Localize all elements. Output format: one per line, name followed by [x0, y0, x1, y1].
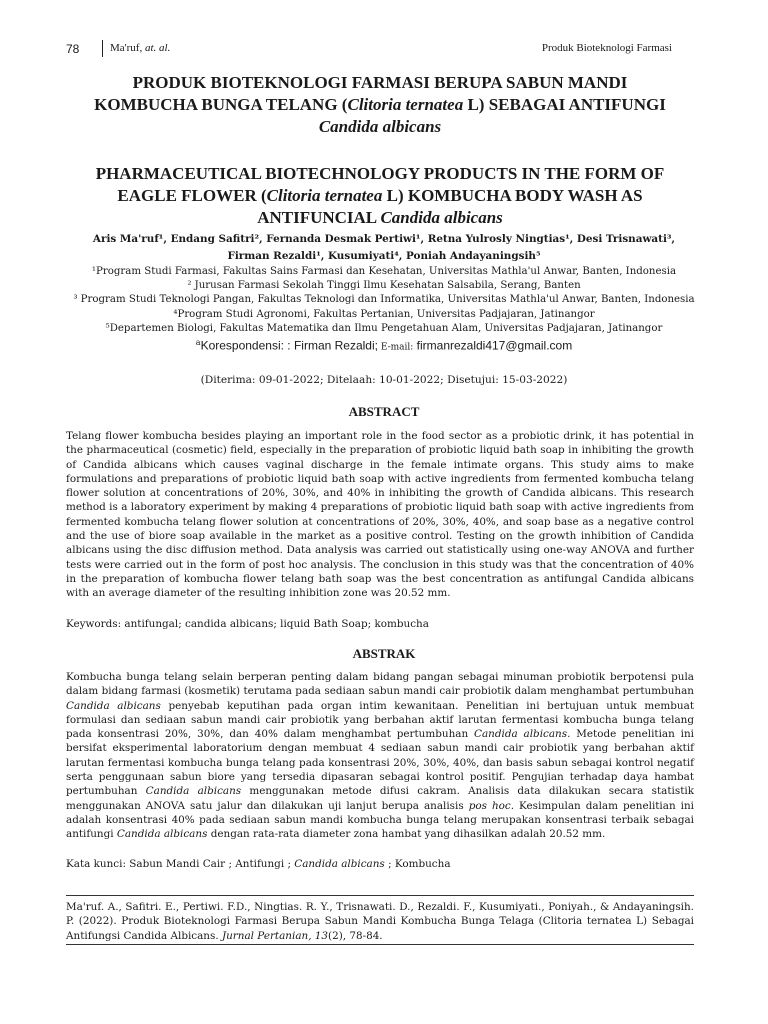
- citation: Ma'ruf. A., Safitri. E., Pertiwi. F.D., Ningtias. R. Y., Trisnawati. D., Rezaldi. F., Kusumiyati., Poniyah., & Andayaningsih. P. (2022). Produk Bioteknologi Farmasi Berupa Sabun Mandi Kombucha Bunga Telaga (Clitoria ternatea L) Sebagai Antifungsi Candida Albicans. Jurnal Pertanian, 13(2), 78-84.: [66, 901, 694, 942]
- keywords-indonesian: Kata kunci: Sabun Mandi Cair ; Antifungi ; Candida albicans ; Kombucha: [66, 858, 451, 870]
- running-header: [66, 42, 672, 58]
- keywords-english: Keywords: antifungal; candida albicans; liquid Bath Soap; kombucha: [66, 618, 429, 630]
- affiliation-5: ⁵Departemen Biologi, Fakultas Matematika dan Ilmu Pengetahuan Alam, Universitas Padjajaran, Jatinangor: [105, 322, 663, 334]
- email-link[interactable]: firmanrezaldi417@gmail.com: [413, 338, 573, 353]
- citation-top-rule: [66, 895, 694, 896]
- affiliation-2: ² Jurusan Farmasi Sekolah Tinggi Ilmu Kesehatan Salsabila, Serang, Banten: [187, 280, 581, 292]
- abstrak-heading: ABSTRAK: [352, 646, 416, 661]
- correspondence: $^a$Korespondensi: : Firman Rezaldi; E-mail: firmanrezaldi417@gmail.com: [195, 338, 573, 353]
- title-english: PHARMACEUTICAL BIOTECHNOLOGY PRODUCTS IN THE FORM OF EAGLE FLOWER (Clitoria ternatea L) KOMBUCHA BODY WASH AS ANTIFUNCIAL Candida albicans: [95, 164, 665, 227]
- affiliations: [66, 265, 702, 355]
- abstract-heading: ABSTRACT: [348, 404, 420, 419]
- header-author: Ma'ruf, at. al.: [110, 42, 171, 54]
- abstrak-text: Kombucha bunga telang selain berperan penting dalam bidang pangan sebagai minuman probiotik berpotensi pula dalam bidang farmasi (kosmetik) terutama pada sediaan sabun mandi cair probiotik dalam menghambat pertumbuhan Candida albicans penyebab keputihan pada organ intim kewanitaan. Penelitian ini bertujuan untuk membuat formulasi dan sediaan sabun mandi cair probiotik yang berbahan aktif larutan fermentasi kombucha bunga telang pada konsentrasi 20%, 30%, dan 40% dalam menghambat pertumbuhan Candida albicans. Metode penelitian ini bersifat eksperimental laboratorium dengan membuat 4 sediaan sabun mandi cair probiotik yang berbahan aktif larutan fermentasi kombucha bunga telang pada konsentrasi 20%, 30%, 40%, dan basis sabun sebagai kontrol negatif serta penggunaan sabun biore yang tersedia dipasaran sebagai kontrol positif. Pengujian terhadap daya hambat pertumbuhan Candida albicans menggunakan metode difusi cakram. Analisis data dilakukan secara statistik menggunakan ANOVA satu jalur dan dilakukan uji lanjut berupa analisis pos hoc. Kesimpulan dalam penelitian ini adalah konsentrasi 40% pada sediaan sabun mandi kombucha bunga telang merupakan konsentrasi terbaik sebagai antifungi Candida albicans dengan rata-rata diameter zona hambat yang dihasilkan adalah 20.52 mm.: [66, 671, 695, 841]
- submission-dates: (Diterima: 09-01-2022; Ditelaah: 10-01-2022; Disetujui: 15-03-2022): [200, 374, 568, 386]
- affiliation-1: ¹Program Studi Farmasi, Fakultas Sains Farmasi dan Kesehatan, Universitas Mathla'ul Anwar, Banten, Indonesia: [91, 266, 677, 277]
- citation-bottom-rule: [66, 944, 694, 945]
- page-number: 78: [66, 42, 80, 56]
- title-indonesian: PRODUK BIOTEKNOLOGI FARMASI BERUPA SABUN MANDI KOMBUCHA BUNGA TELANG (Clitoria ternatea L) SEBAGAI ANTIFUNGI Candida albicans: [94, 73, 666, 136]
- header-divider: [102, 40, 103, 57]
- author-list: Aris Ma'ruf¹, Endang Safitri², Fernanda Desmak Pertiwi¹, Retna Yulrosly Ningtias¹, Desi Trisnawati³, Firman Rezaldi¹, Kusumiyati⁴, Poniah Andayaningsih⁵: [92, 233, 676, 262]
- affiliation-3: ³ Program Studi Teknologi Pangan, Fakultas Teknologi dan Informatika, Universitas Mathla'ul Anwar, Banten, Indonesia: [73, 294, 695, 306]
- header-journal: Produk Bioteknologi Farmasi: [541, 42, 672, 54]
- abstract-text: Telang flower kombucha besides playing an important role in the food sector as a probiotic drink, it has potential in the pharmaceutical (cosmetic) field, especially in the preparation of probiotic liquid bath soap in inhibiting the growth of Candida albicans which causes vaginal discharge in the female intimate organs. This study aims to make formulations and preparations of probiotic liquid bath soap with active ingredients from fermented kombucha telang flower solution at concentrations of 20%, 30%, and 40% in inhibiting the growth of Candida albicans. This research method is a laboratory experiment by making 4 preparations of probiotic liquid bath soap with active ingredients from fermented kombucha telang flower solution at concentrations of 20%, 30%, 40%, and soap base as a negative control and the use of biore soap available in the market as a positive control. Testing on the growth inhibition of Candida albicans using the disc diffusion method. Data analysis was carried out statistically using one-way ANOVA and further tests were carried out in the form of post hoc analysis. The conclusion in this study was that the concentration of 40% in the preparation of kombucha flower telang bath soap was the best concentration as antifungal Candida albicans with an average diameter of the resulting inhibition zone was 20.52 mm.: [66, 430, 694, 600]
- affiliation-4: ⁴Program Studi Agronomi, Fakultas Pertanian, Universitas Padjajaran, Jatinangor: [173, 308, 595, 320]
